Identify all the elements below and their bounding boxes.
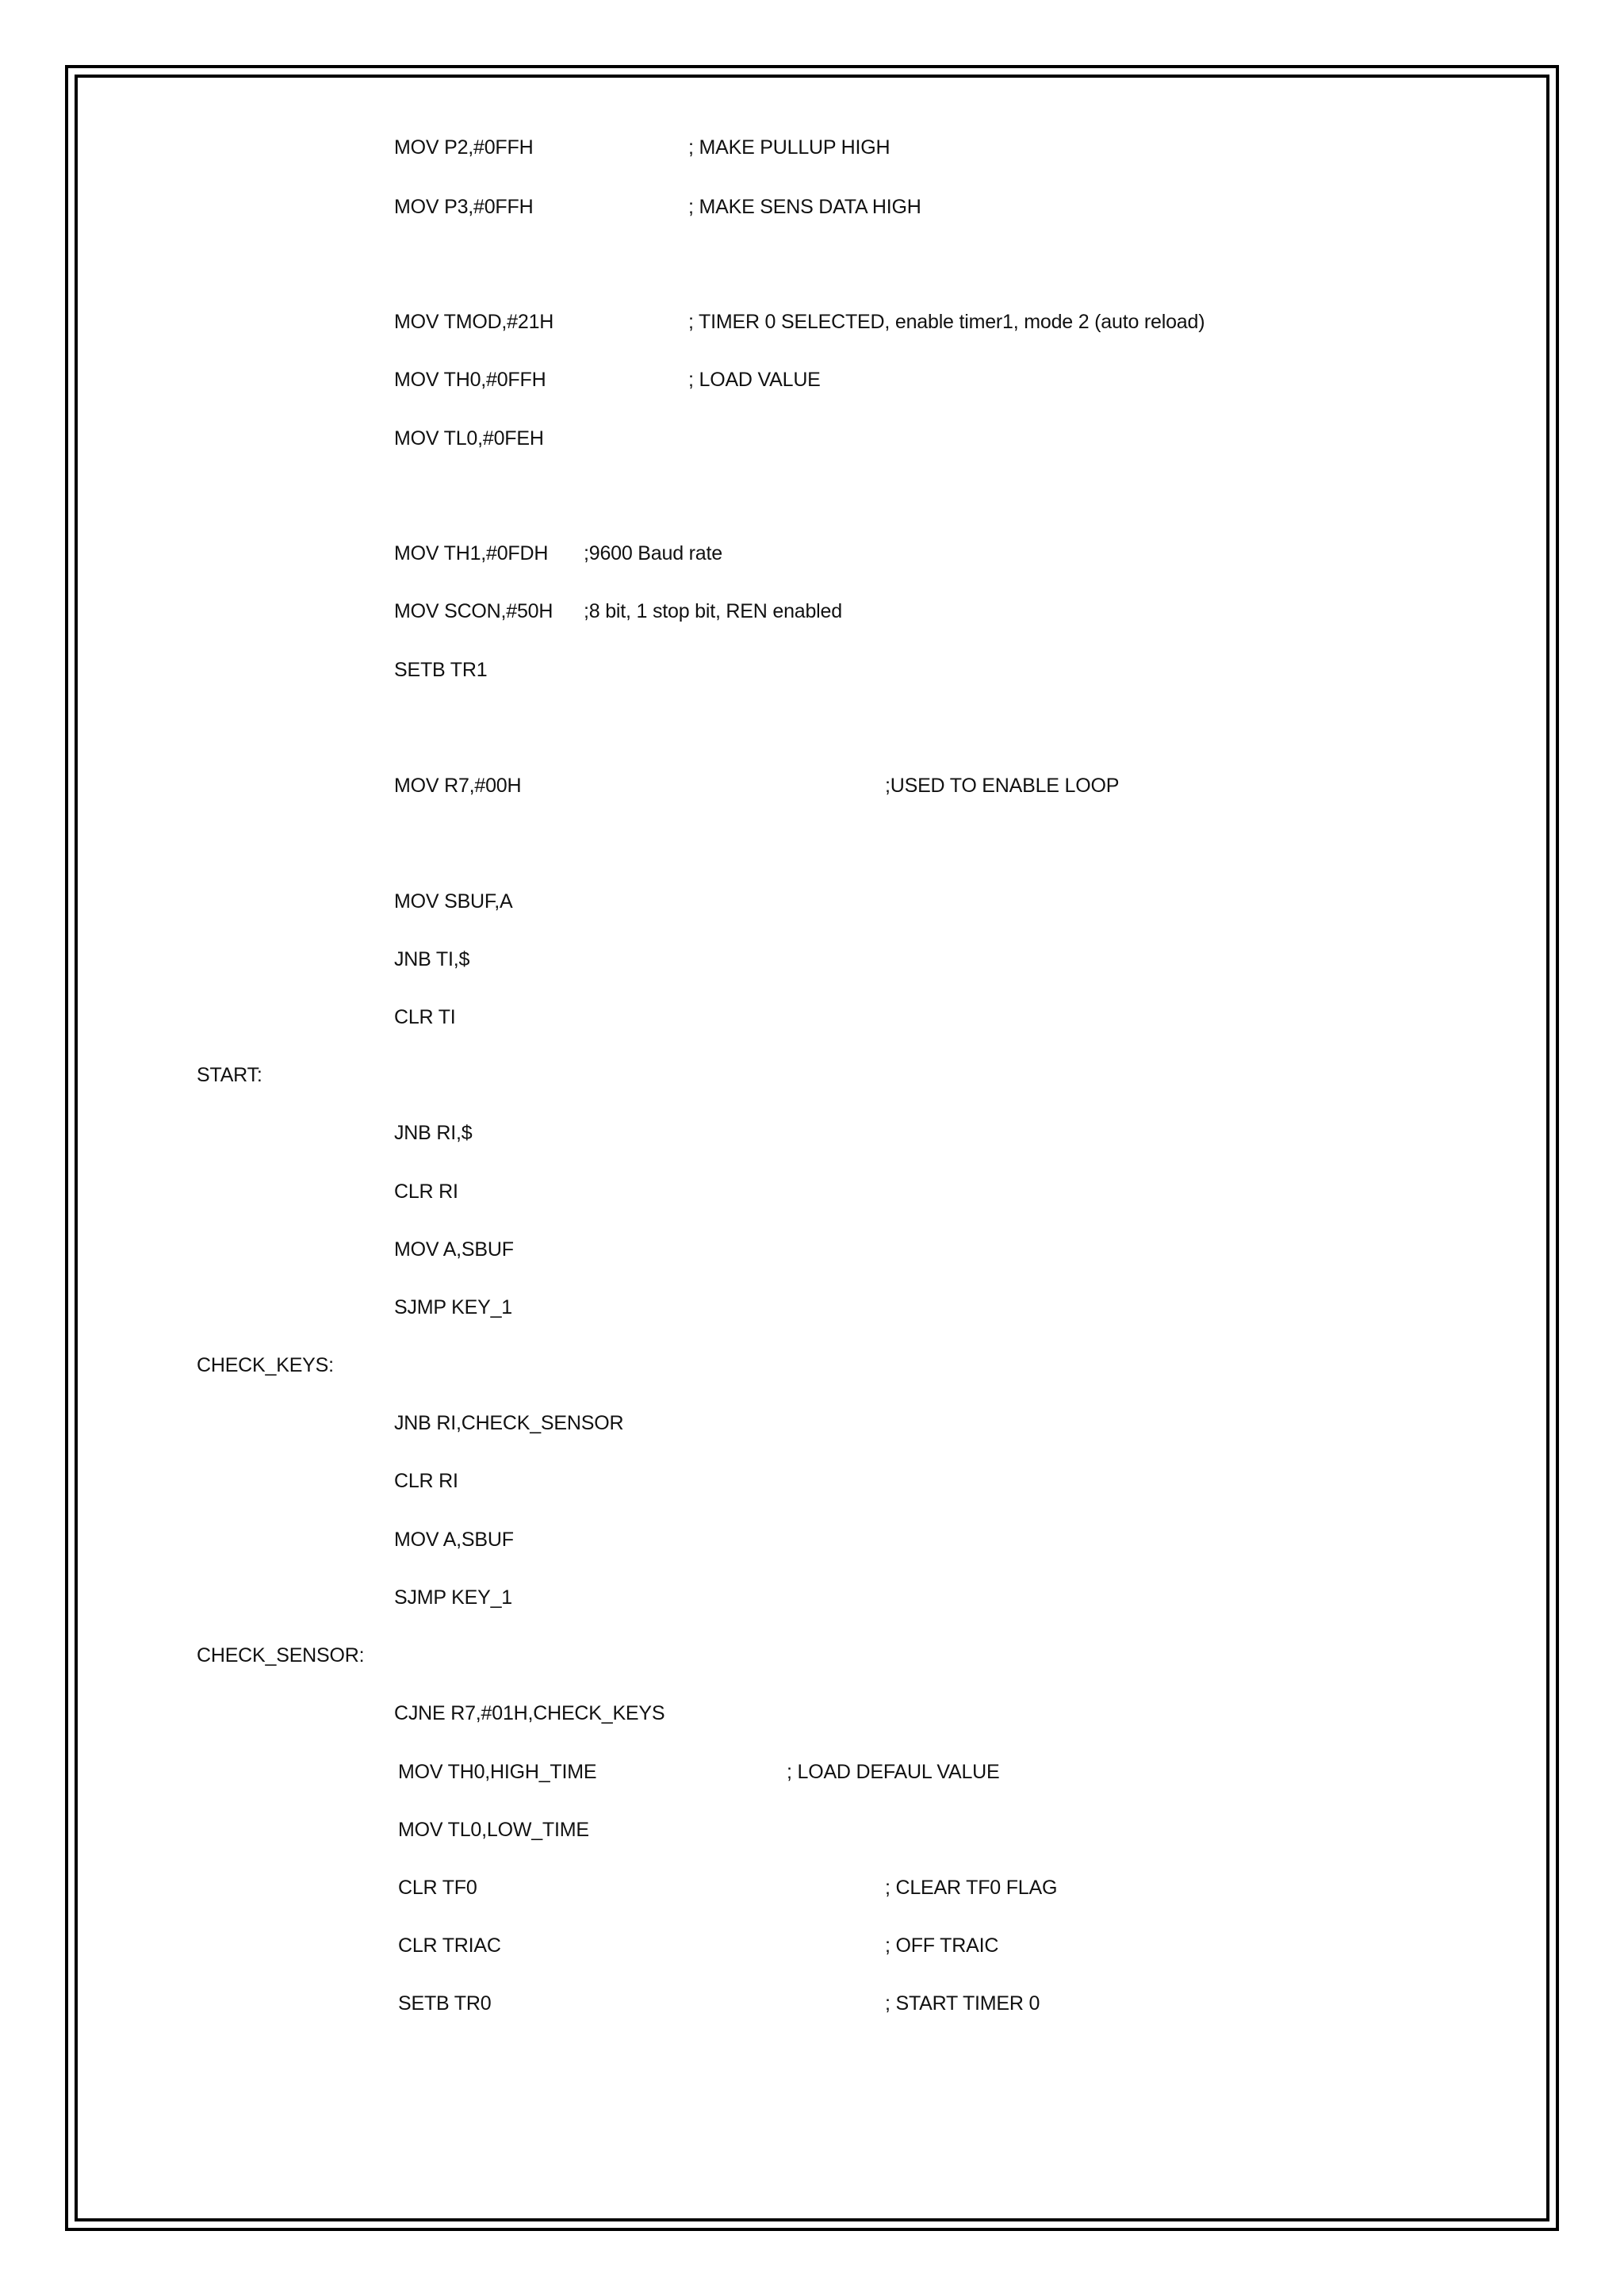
code-line: MOV P3,#0FFH [394, 196, 534, 218]
code-line: CLR TRIAC [398, 1934, 501, 1957]
code-line: CLR TI [394, 1006, 456, 1028]
code-line: CLR TF0 [398, 1877, 477, 1899]
code-line: MOV A,SBUF [394, 1529, 514, 1551]
code-line: SETB TR0 [398, 1992, 492, 2015]
code-line: JNB TI,$ [394, 948, 470, 970]
code-comment: ; CLEAR TF0 FLAG [885, 1877, 1058, 1899]
code-line: MOV R7,#00H [394, 775, 522, 797]
code-comment: ; START TIMER 0 [885, 1992, 1040, 2015]
code-comment: ; TIMER 0 SELECTED, enable timer1, mode 2 (auto reload) [688, 311, 1205, 333]
code-line: SJMP KEY_1 [394, 1586, 513, 1609]
code-line: SJMP KEY_1 [394, 1296, 513, 1318]
code-label: CHECK_KEYS: [197, 1354, 334, 1376]
code-line: MOV A,SBUF [394, 1238, 514, 1261]
code-line: MOV TH0,HIGH_TIME [398, 1761, 597, 1783]
code-comment: ; OFF TRAIC [885, 1934, 999, 1957]
code-line: MOV SCON,#50H [394, 600, 553, 622]
code-line: MOV TH1,#0FDH [394, 542, 549, 564]
code-label: START: [197, 1064, 262, 1086]
code-comment: ; LOAD VALUE [688, 369, 821, 391]
code-line: CJNE R7,#01H,CHECK_KEYS [394, 1702, 665, 1724]
code-line: CLR RI [394, 1181, 458, 1203]
code-line: MOV TL0,LOW_TIME [398, 1819, 589, 1841]
code-line: MOV TL0,#0FEH [394, 427, 544, 450]
code-line: JNB RI,CHECK_SENSOR [394, 1412, 624, 1434]
code-line: MOV TH0,#0FFH [394, 369, 546, 391]
code-line: MOV P2,#0FFH [394, 136, 534, 159]
code-comment: ; LOAD DEFAUL VALUE [787, 1761, 1000, 1783]
code-line: MOV SBUF,A [394, 890, 513, 913]
page-border-inner [75, 75, 1549, 2221]
code-comment: ; MAKE PULLUP HIGH [688, 136, 891, 159]
code-line: JNB RI,$ [394, 1122, 473, 1144]
code-comment: ; MAKE SENS DATA HIGH [688, 196, 921, 218]
code-comment: ;9600 Baud rate [584, 542, 722, 564]
code-label: CHECK_SENSOR: [197, 1644, 365, 1667]
code-comment: ;8 bit, 1 stop bit, REN enabled [584, 600, 842, 622]
code-line: MOV TMOD,#21H [394, 311, 554, 333]
code-comment: ;USED TO ENABLE LOOP [885, 775, 1120, 797]
code-line: CLR RI [394, 1470, 458, 1492]
code-line: SETB TR1 [394, 659, 488, 681]
